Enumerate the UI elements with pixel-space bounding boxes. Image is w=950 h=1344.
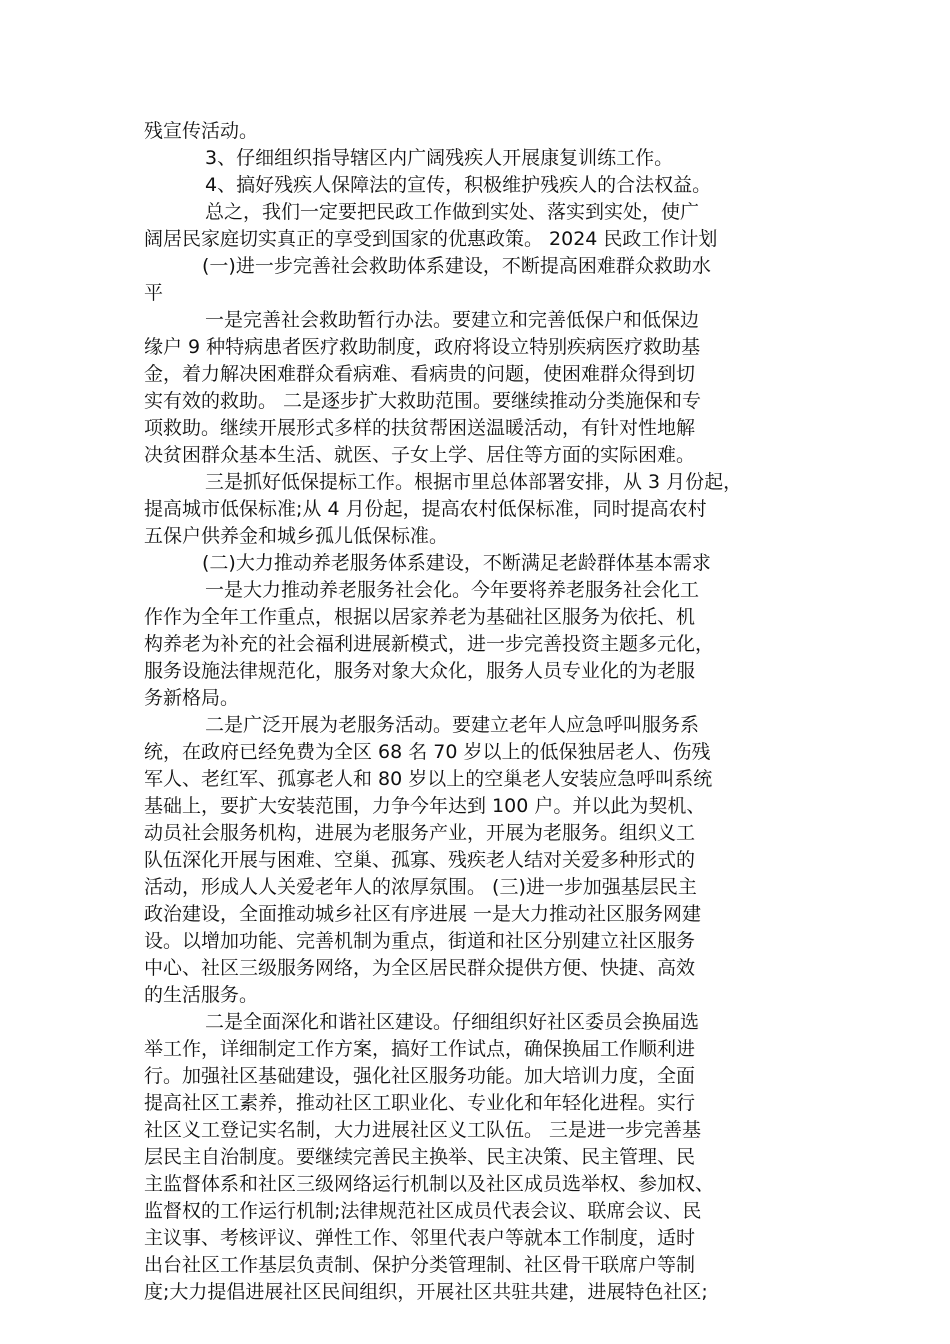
- text-line: 五保户供养金和城乡孤儿低保标准。: [144, 525, 449, 547]
- text-line: 基础上，要扩大安装范围，力争今年达到 100 户。并以此为契机、: [144, 795, 706, 817]
- text-line: 实有效的救助。 二是逐步扩大救助范围。要继续推动分类施保和专: [144, 390, 702, 412]
- text-line: 平: [144, 282, 164, 304]
- text-line: 服务设施法律规范化，服务对象大众化，服务人员专业化的为老服: [144, 660, 696, 682]
- text-line: 三是抓好低保提标工作。根据市里总体部署安排，从 3 月份起，: [205, 471, 743, 493]
- text-line: 主监督体系和社区三级网络运行机制以及社区成员选举权、参加权、: [144, 1173, 715, 1195]
- text-line: 设。以增加功能、完善机制为重点，街道和社区分别建立社区服务: [144, 930, 696, 952]
- text-line: 金，着力解决困难群众看病难、看病贵的问题，使困难群众得到切: [144, 363, 696, 385]
- text-line: 层民主自治制度。要继续完善民主换举、民主决策、民主管理、民: [144, 1146, 696, 1168]
- text-line: (一)进一步完善社会救助体系建设，不断提高困难群众救助水: [202, 255, 711, 277]
- text-line: 度;大力提倡进展社区民间组织，开展社区共驻共建，进展特色社区;: [144, 1281, 708, 1303]
- text-line: 统，在政府已经免费为全区 68 名 70 岁以上的低保独居老人、伤残: [144, 741, 711, 763]
- text-line: 二是全面深化和谐社区建设。仔细组织好社区委员会换届选: [205, 1011, 700, 1033]
- text-line: (二)大力推动养老服务体系建设，不断满足老龄群体基本需求: [202, 552, 711, 574]
- text-line: 残宣传活动。: [144, 120, 259, 142]
- text-line: 军人、老红军、孤寡老人和 80 岁以上的空巢老人安装应急呼叫系统: [144, 768, 713, 790]
- text-line: 中心、社区三级服务网络，为全区居民群众提供方便、快捷、高效: [144, 957, 696, 979]
- text-line: 出台社区工作基层负责制、保护分类管理制、社区骨干联席户等制: [144, 1254, 696, 1276]
- text-line: 主议事、考核评议、弹性工作、邻里代表户等就本工作制度，适时: [144, 1227, 696, 1249]
- text-line: 4、搞好残疾人保障法的宣传，积极维护残疾人的合法权益。: [205, 174, 712, 196]
- text-line: 总之，我们一定要把民政工作做到实处、落实到实处，使广: [205, 201, 700, 223]
- text-line: 行。加强社区基础建设，强化社区服务功能。加大培训力度，全面: [144, 1065, 696, 1087]
- text-line: 决贫困群众基本生活、就医、子女上学、居住等方面的实际困难。: [144, 444, 696, 466]
- text-line: 提高城市低保标准;从 4 月份起，提高农村低保标准，同时提高农村: [144, 498, 707, 520]
- text-line: 阔居民家庭切实真正的享受到国家的优惠政策。 2024 民政工作计划: [144, 228, 718, 250]
- text-line: 构养老为补充的社会福利进展新模式，进一步完善投资主题多元化，: [144, 633, 715, 655]
- text-line: 举工作，详细制定工作方案，搞好工作试点，确保换届工作顺利进: [144, 1038, 696, 1060]
- text-line: 务新格局。: [144, 687, 240, 709]
- text-line: 的生活服务。: [144, 984, 259, 1006]
- text-line: 提高社区工素养，推动社区工职业化、专业化和年轻化进程。实行: [144, 1092, 696, 1114]
- text-line: 社区义工登记实名制，大力进展社区义工队伍。 三是进一步完善基: [144, 1119, 702, 1141]
- text-line: 动员社会服务机构，进展为老服务产业，开展为老服务。组织义工: [144, 822, 696, 844]
- text-line: 二是广泛开展为老服务活动。要建立老年人应急呼叫服务系: [205, 714, 700, 736]
- document-page: [144, 118, 824, 1306]
- text-line: 活动，形成人人关爱老年人的浓厚氛围。 (三)进一步加强基层民主: [144, 876, 697, 898]
- text-line: 一是完善社会救助暂行办法。要建立和完善低保户和低保边: [205, 309, 700, 331]
- text-line: 项救助。继续开展形式多样的扶贫帮困送温暖活动，有针对性地解: [144, 417, 696, 439]
- text-line: 缘户 9 种特病患者医疗救助制度，政府将设立特别疾病医疗救助基: [144, 336, 701, 358]
- text-line: 监督权的工作运行机制;法律规范社区成员代表会议、联席会议、民: [144, 1200, 702, 1222]
- text-line: 队伍深化开展与困难、空巢、孤寡、残疾老人结对关爱多种形式的: [144, 849, 696, 871]
- text-line: 作作为全年工作重点，根据以居家养老为基础社区服务为依托、机: [144, 606, 696, 628]
- text-line: 政治建设，全面推动城乡社区有序进展 一是大力推动社区服务网建: [144, 903, 702, 925]
- text-line: 3、仔细组织指导辖区内广阔残疾人开展康复训练工作。: [205, 147, 674, 169]
- text-line: 一是大力推动养老服务社会化。今年要将养老服务社会化工: [205, 579, 700, 601]
